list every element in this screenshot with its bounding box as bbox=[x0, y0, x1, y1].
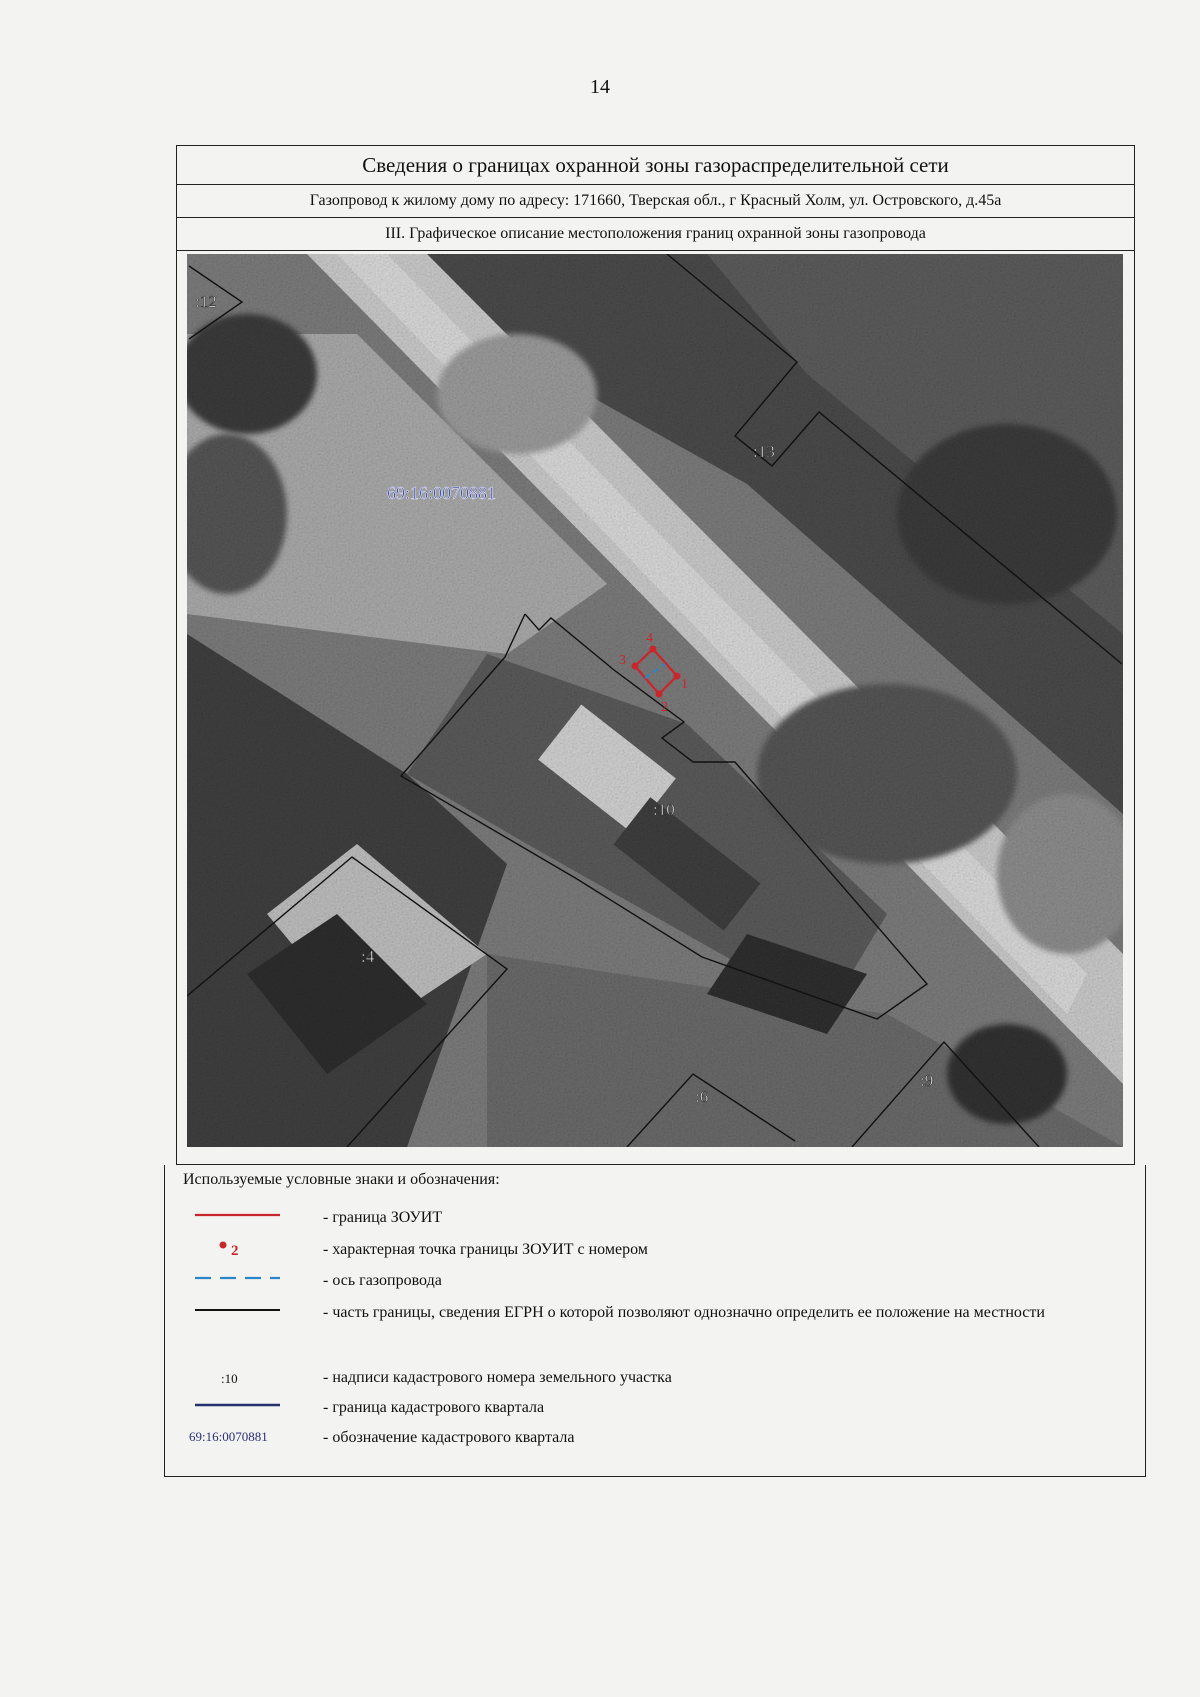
legend-text: - обозначение кадастрового квартала bbox=[323, 1429, 575, 1446]
legend-quarter-label-sample: 69:16:0070881 bbox=[189, 1429, 268, 1444]
zone-point-4 bbox=[650, 646, 657, 653]
parcel-label-12: :12 bbox=[195, 292, 217, 311]
legend-text: - граница кадастрового квартала bbox=[323, 1399, 545, 1416]
object-address: Газопровод к жилому дому по адресу: 171660, Тверская обл., г Красный Холм, ул. Островского, д.45а bbox=[177, 185, 1134, 218]
blue-dashed-line-icon bbox=[165, 1268, 305, 1296]
zone-point-label-4: 4 bbox=[646, 631, 653, 646]
zone-point-2 bbox=[656, 691, 663, 698]
zone-point-1 bbox=[674, 673, 681, 680]
red-line-icon bbox=[165, 1205, 305, 1233]
black-line-icon bbox=[165, 1300, 305, 1328]
parcel-label-6: :6 bbox=[695, 1087, 709, 1106]
zone-point-label-3: 3 bbox=[619, 653, 626, 668]
cadastral-map[interactable] bbox=[187, 254, 1123, 1147]
section-heading: III. Графическое описание местоположения границ охранной зоны газопровода bbox=[177, 218, 1134, 251]
parcel-label-9: :9 bbox=[920, 1071, 934, 1090]
zone-point-label-1: 1 bbox=[681, 677, 688, 692]
zone-point-3 bbox=[632, 663, 639, 670]
legend-text: - ось газопровода bbox=[323, 1272, 442, 1289]
zone-point-label-2: 2 bbox=[661, 700, 668, 715]
legend-text: - надписи кадастрового номера земельного участка bbox=[323, 1369, 672, 1386]
legend-parcel-label-sample: :10 bbox=[221, 1371, 238, 1386]
parcel-label-10: :10 bbox=[653, 800, 675, 819]
legend-heading: Используемые условные знаки и обозначения: bbox=[183, 1171, 500, 1188]
quarter-label: 69:16:0070881 bbox=[387, 483, 497, 503]
legend bbox=[164, 1165, 1146, 1477]
parcel-label-4: :4 bbox=[361, 947, 375, 966]
navy-line-icon bbox=[165, 1395, 305, 1423]
legend-text: - часть границы, сведения ЕГРН о которой позволяют однозначно определить ее положение на местности bbox=[323, 1304, 1045, 1321]
legend-text: - граница ЗОУИТ bbox=[323, 1209, 443, 1226]
document-title: Сведения о границах охранной зоны газораспределительной сети bbox=[177, 146, 1134, 185]
map-frame bbox=[176, 145, 1135, 1165]
page-number: 14 bbox=[590, 76, 610, 98]
legend-point-number: 2 bbox=[231, 1243, 239, 1259]
parcel-label-13: :13 bbox=[753, 442, 775, 461]
legend-text: - характерная точка границы ЗОУИТ с номером bbox=[323, 1241, 648, 1258]
